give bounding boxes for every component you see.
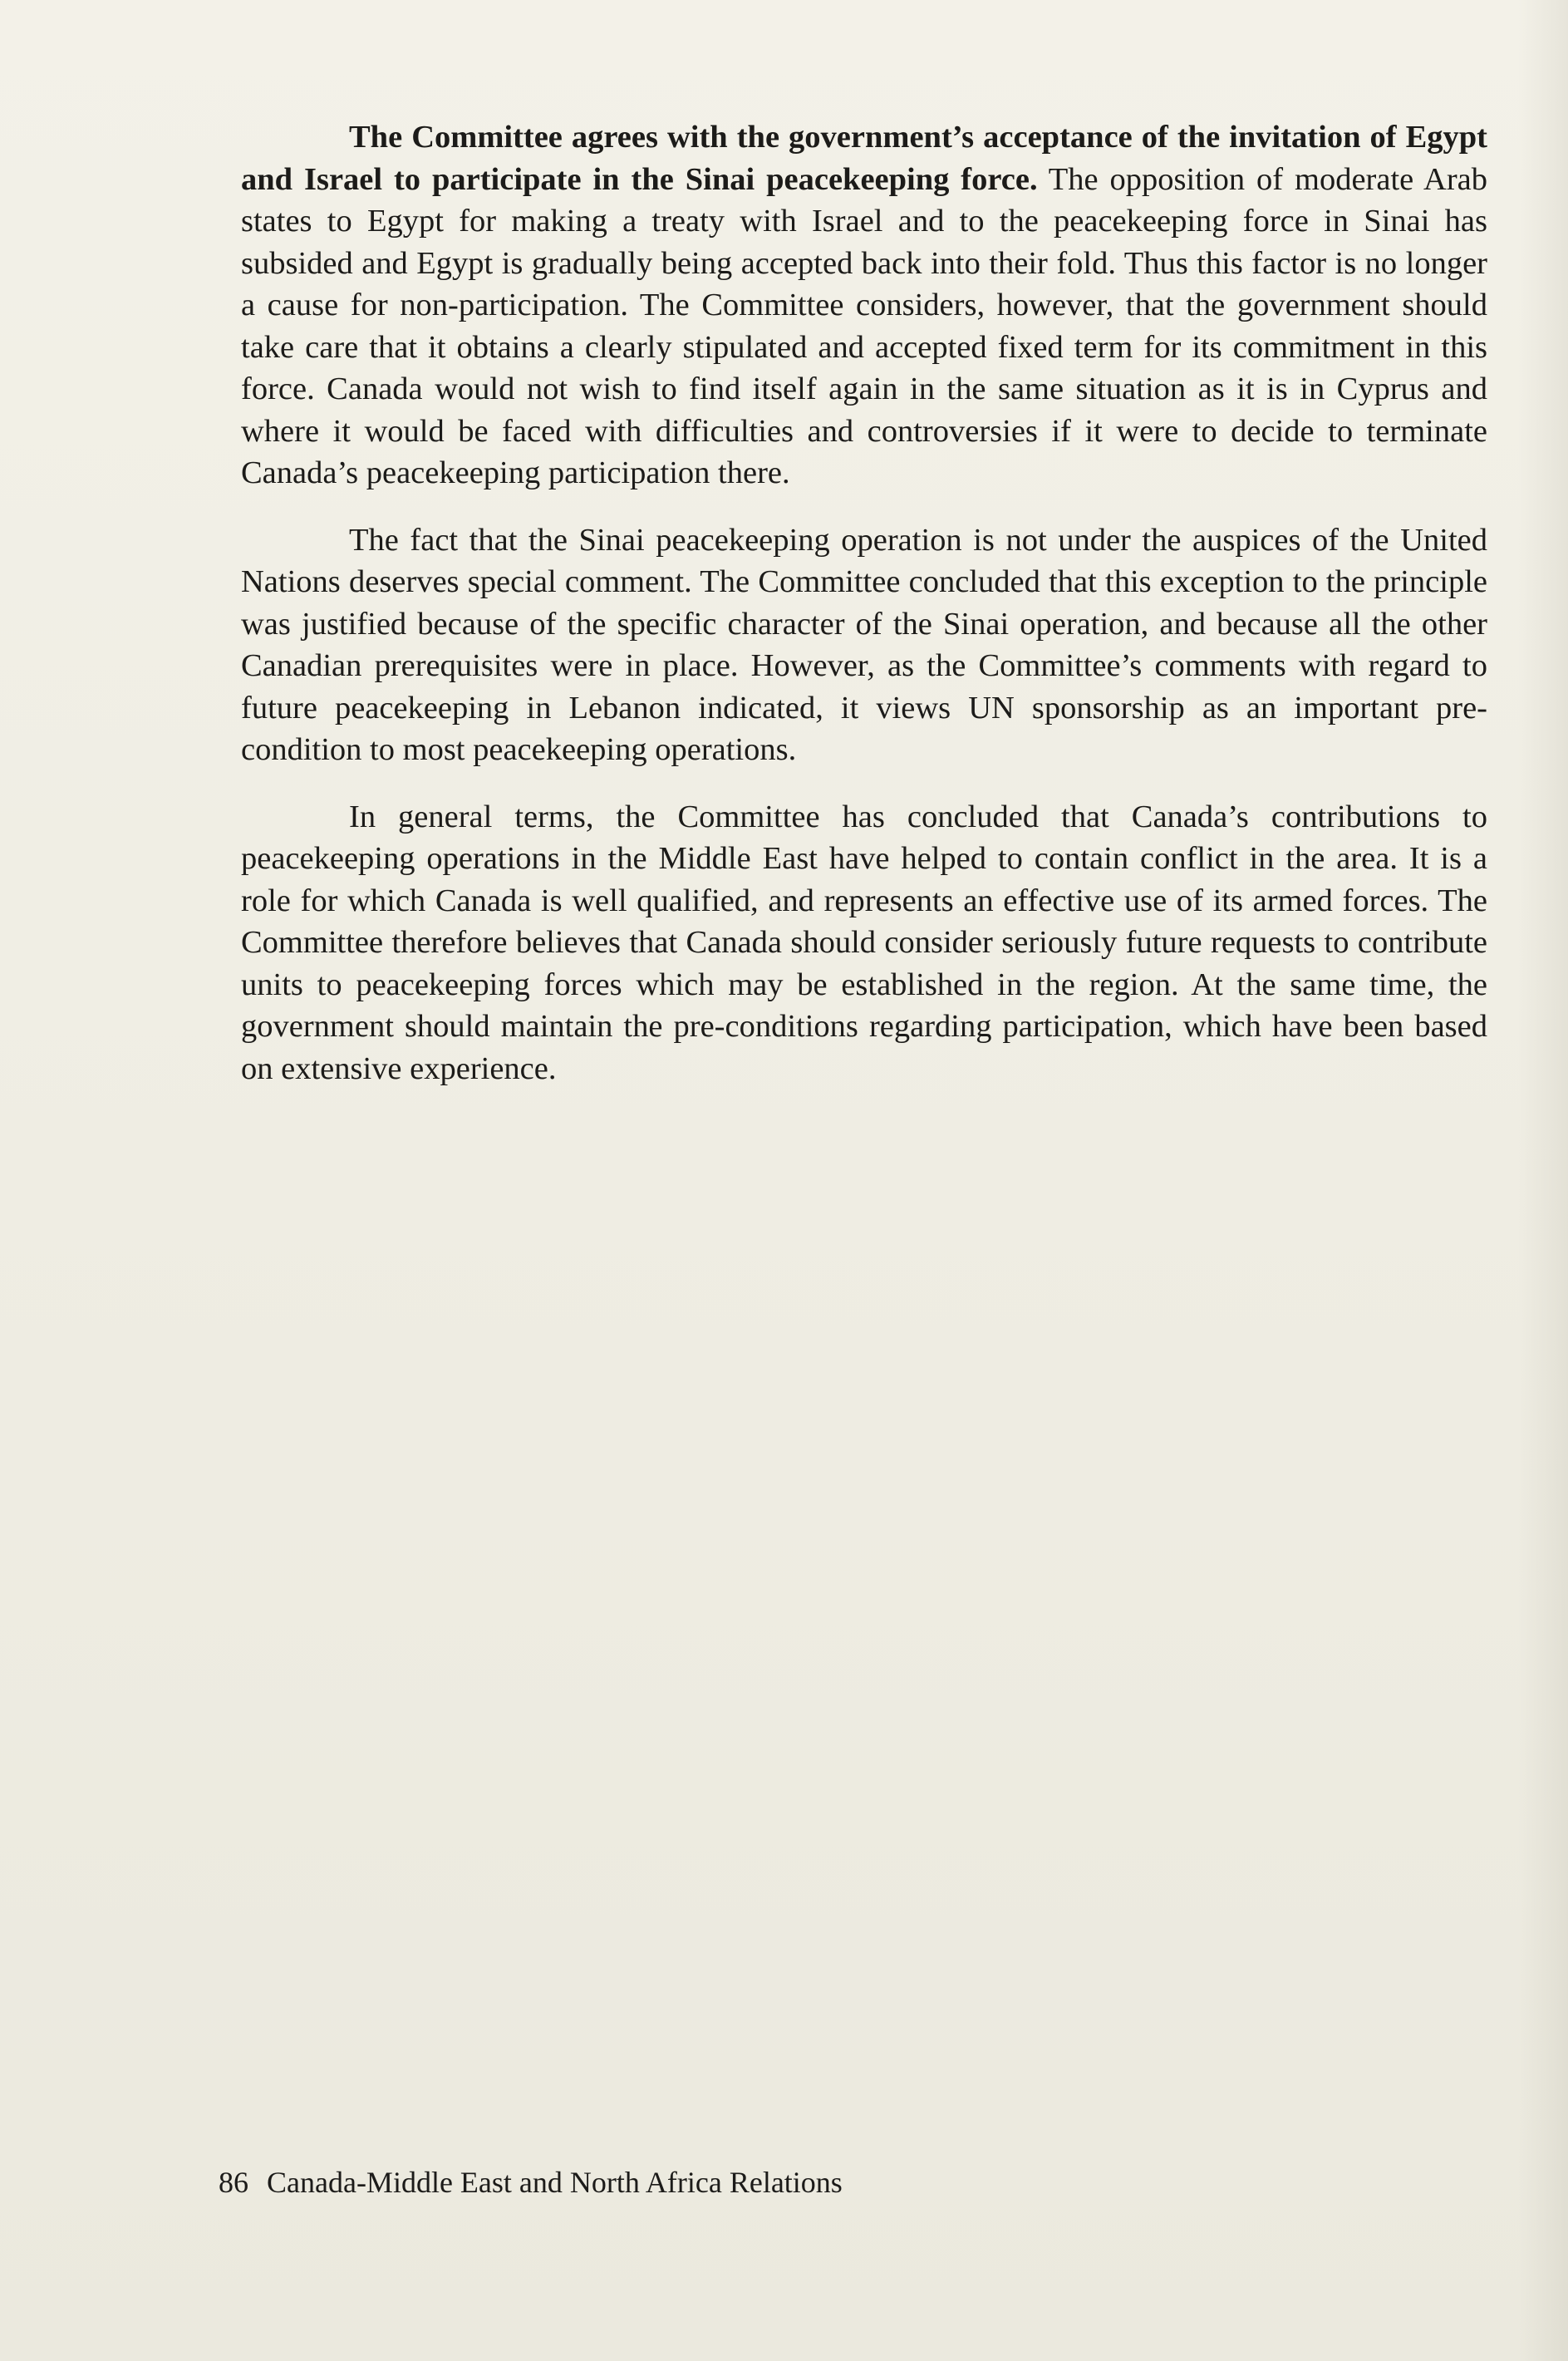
paragraph-3-text: In general terms, the Committee has concluded that Canada’s contributions to peacekeeping operations in the Middle East have helped to contain conflict in the area. It is a role for which Canada is well qualified, and represents an effective use of its armed forces. The Committee therefore believes that Canada should consider seriously future requests to contribute units to peacekeeping forces which may be established in the region. At the same time, the government should maintain the pre-conditions regarding participation, which have been based on extensive experience. xyxy=(241,799,1487,1086)
page-footer xyxy=(219,2164,843,2201)
paragraph-3 xyxy=(241,796,1487,1090)
paragraph-1-text: The opposition of moderate Arab states to Egypt for making a treaty with Israel and to the peacekeeping force in Sinai has subsided and Egypt is gradually being accepted back into their fold. Thus this factor is no longer a cause for non-participation. The Committee considers, however, that the government should take care that it obtains a clearly stipulated and accepted fixed term for its commitment in this force. Canada would not wish to find itself again in the same situation as it is in Cyprus and where it would be faced with difficulties and controversies if it were to decide to terminate Canada’s peacekeeping participation there. xyxy=(241,161,1487,490)
paragraph-2-text: The fact that the Sinai peacekeeping operation is not under the auspices of the United Nations deserves special comment. The Committee concluded that this exception to the principle was justified because of the specific character of the Sinai operation, and because all the other Canadian prerequisites were in place. However, as the Committee’s comments with regard to future peacekeeping in Lebanon indicated, it views UN sponsorship as an important pre-condition to most peacekeeping operations. xyxy=(241,522,1487,767)
paragraph-1-bold-lead: The Committee agrees with the government’s acceptance of the invitation of Egypt and Israel to participate in the Sinai peacekeeping force. xyxy=(241,120,1487,197)
paragraph-2 xyxy=(241,519,1487,771)
running-title: Canada-Middle East and North Africa Relations xyxy=(267,2166,843,2199)
page-number: 86 xyxy=(219,2166,248,2199)
body-text xyxy=(241,116,1487,1114)
page-gutter-shadow xyxy=(1518,0,1568,2361)
paragraph-1 xyxy=(241,116,1487,494)
